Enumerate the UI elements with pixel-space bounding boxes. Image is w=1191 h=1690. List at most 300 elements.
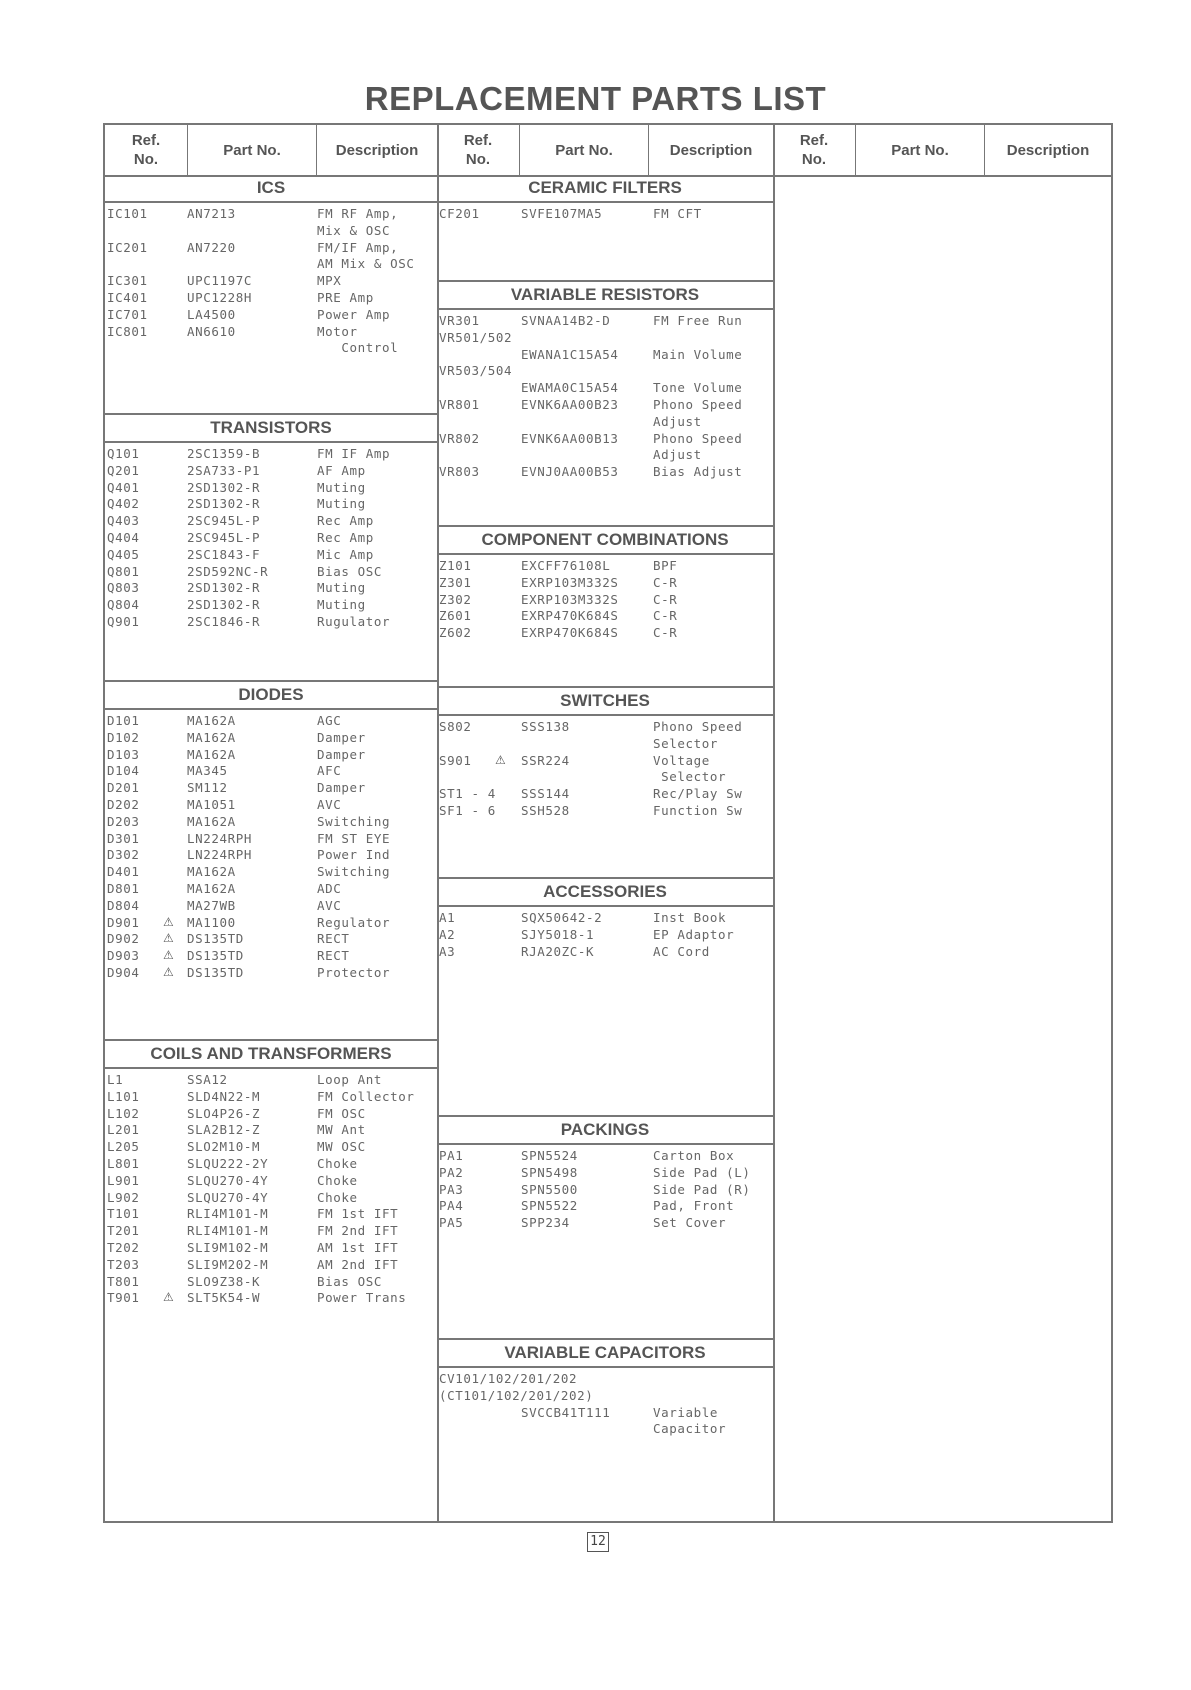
section-diodes bbox=[105, 680, 437, 982]
part-no-cell: SLQU270-4Y bbox=[187, 1189, 269, 1205]
table-row bbox=[437, 786, 773, 803]
ref-no-cell: L901 bbox=[107, 1172, 140, 1188]
column-header bbox=[437, 125, 773, 177]
part-no-cell: MA162A bbox=[187, 864, 236, 880]
safety-warning-icon: ⚠ bbox=[495, 752, 507, 767]
table-row bbox=[105, 881, 437, 898]
description-cell: Inst Book bbox=[653, 910, 727, 925]
table-row bbox=[437, 592, 773, 609]
table-row bbox=[105, 1089, 437, 1106]
table-row bbox=[105, 580, 437, 597]
description-cell: Loop Ant bbox=[317, 1072, 383, 1087]
description-cell: AM 1st IFT bbox=[317, 1239, 399, 1255]
ref-no-cell: PA4 bbox=[439, 1198, 464, 1214]
description-cell: PRE Amp bbox=[317, 289, 374, 305]
part-no-cell: SJY5018-1 bbox=[521, 926, 595, 942]
part-no-cell: SLA2B12-Z bbox=[187, 1122, 261, 1138]
description-cell: Choke bbox=[317, 1155, 358, 1171]
ref-no-cell: L101 bbox=[107, 1088, 140, 1104]
ref-no-cell: D901 bbox=[107, 914, 140, 930]
description-cell: MW Ant bbox=[317, 1122, 366, 1138]
part-no-cell: 2SC1846-R bbox=[187, 613, 261, 629]
table-row bbox=[437, 753, 773, 770]
description-cell: Power Ind bbox=[317, 847, 391, 863]
section-title: COMPONENT COMBINATIONS bbox=[437, 527, 773, 555]
ref-no-cell: D401 bbox=[107, 864, 140, 880]
description-cell: RECT bbox=[317, 931, 350, 947]
description-cell: Side Pad (R) bbox=[653, 1181, 751, 1197]
table-row bbox=[437, 558, 773, 575]
description-cell: Capacitor bbox=[653, 1421, 727, 1437]
part-no-cell: 2SD1302-R bbox=[187, 580, 261, 596]
description-cell: Selector bbox=[653, 769, 727, 785]
part-no-cell: EVNK6AA00B23 bbox=[521, 396, 619, 412]
table-row bbox=[105, 1122, 437, 1139]
table-row bbox=[105, 273, 437, 290]
ref-no-cell: Q405 bbox=[107, 546, 140, 562]
section-packings bbox=[437, 1115, 773, 1232]
description-cell: Mix & OSC bbox=[317, 222, 391, 238]
ref-no-cell: Z602 bbox=[439, 625, 472, 641]
description-cell: Switching bbox=[317, 864, 391, 880]
ref-no-cell: Q801 bbox=[107, 563, 140, 579]
table-row bbox=[437, 1371, 773, 1388]
ref-no-cell: D202 bbox=[107, 796, 140, 812]
part-no-cell: SM112 bbox=[187, 780, 228, 796]
part-no-cell: EVNJ0AA00B53 bbox=[521, 464, 619, 480]
description-cell: C-R bbox=[653, 591, 678, 607]
section-component-combinations bbox=[437, 525, 773, 642]
part-no-cell: 2SC945L-P bbox=[187, 513, 261, 529]
description-cell: Phono Speed bbox=[653, 430, 743, 446]
description-cell: Regulator bbox=[317, 914, 391, 930]
ref-no-cell: PA1 bbox=[439, 1148, 464, 1163]
ref-no-cell: A2 bbox=[439, 926, 456, 942]
part-no-cell: SPN5500 bbox=[521, 1181, 578, 1197]
description-cell: RECT bbox=[317, 948, 350, 964]
ref-no-cell: VR802 bbox=[439, 430, 480, 446]
safety-warning-icon: ⚠ bbox=[163, 914, 175, 929]
description-cell: Tone Volume bbox=[653, 380, 743, 396]
description-cell: C-R bbox=[653, 625, 678, 641]
description-cell: Muting bbox=[317, 580, 366, 596]
table-row bbox=[105, 496, 437, 513]
ref-no-cell: Q803 bbox=[107, 580, 140, 596]
section-variable-resistors bbox=[437, 280, 773, 481]
part-no-cell: SSS144 bbox=[521, 786, 570, 802]
ref-no-cell: D804 bbox=[107, 897, 140, 913]
ref-no-cell: IC201 bbox=[107, 239, 148, 255]
part-no-cell: LA4500 bbox=[187, 306, 236, 322]
table-row bbox=[105, 256, 437, 273]
ref-no-cell: L102 bbox=[107, 1105, 140, 1121]
description-cell: AVC bbox=[317, 897, 342, 913]
ref-no-cell: SF1 - 6 bbox=[439, 802, 496, 818]
description-cell: AC Cord bbox=[653, 943, 710, 959]
part-no-cell: MA345 bbox=[187, 763, 228, 779]
table-row bbox=[105, 965, 437, 982]
description-cell: C-R bbox=[653, 574, 678, 590]
ref-no-cell: T201 bbox=[107, 1223, 140, 1239]
ref-no-cell: S802 bbox=[439, 719, 472, 734]
part-no-cell: DS135TD bbox=[187, 964, 244, 980]
ref-no-cell: IC801 bbox=[107, 323, 148, 339]
part-no-cell: MA162A bbox=[187, 813, 236, 829]
table-row bbox=[437, 447, 773, 464]
ref-no-cell: D201 bbox=[107, 780, 140, 796]
table-row bbox=[437, 313, 773, 330]
table-row bbox=[437, 575, 773, 592]
part-no-cell: SPN5524 bbox=[521, 1148, 578, 1163]
ref-no-cell: D301 bbox=[107, 830, 140, 846]
section-title: VARIABLE RESISTORS bbox=[437, 282, 773, 310]
description-cell: MPX bbox=[317, 273, 342, 289]
part-no-cell: AN7220 bbox=[187, 239, 236, 255]
part-no-cell: 2SC1843-F bbox=[187, 546, 261, 562]
ref-no-cell: D801 bbox=[107, 880, 140, 896]
ref-no-cell: Z601 bbox=[439, 608, 472, 624]
table-row bbox=[105, 814, 437, 831]
table-row bbox=[105, 513, 437, 530]
section-title: TRANSISTORS bbox=[105, 415, 437, 443]
ref-no-cell: D101 bbox=[107, 713, 140, 728]
safety-warning-icon: ⚠ bbox=[163, 964, 175, 979]
safety-warning-icon: ⚠ bbox=[163, 931, 175, 946]
part-no-cell: SLI9M102-M bbox=[187, 1239, 269, 1255]
table-row bbox=[105, 931, 437, 948]
table-row bbox=[437, 803, 773, 820]
part-no-cell: MA27WB bbox=[187, 897, 236, 913]
header-part-no: Part No. bbox=[188, 125, 317, 175]
table-row bbox=[105, 307, 437, 324]
ref-no-cell: Z301 bbox=[439, 574, 472, 590]
part-no-cell: RLI4M101-M bbox=[187, 1206, 269, 1222]
ref-no-cell: S901 bbox=[439, 752, 472, 768]
ref-no-cell: A3 bbox=[439, 943, 456, 959]
table-row bbox=[105, 1072, 437, 1089]
part-no-cell: SPN5498 bbox=[521, 1164, 578, 1180]
description-cell: Damper bbox=[317, 746, 366, 762]
ref-no-cell: L801 bbox=[107, 1155, 140, 1171]
part-no-cell: 2SD1302-R bbox=[187, 479, 261, 495]
part-no-cell: AN7213 bbox=[187, 206, 236, 221]
part-no-cell: MA162A bbox=[187, 746, 236, 762]
header-part-no: Part No. bbox=[856, 125, 985, 175]
table-row bbox=[437, 736, 773, 753]
table-row bbox=[437, 769, 773, 786]
part-no-cell: LN224RPH bbox=[187, 847, 253, 863]
description-cell: Mic Amp bbox=[317, 546, 374, 562]
table-row bbox=[105, 480, 437, 497]
description-cell: Power Amp bbox=[317, 306, 391, 322]
part-no-cell: SSS138 bbox=[521, 719, 570, 734]
part-no-cell: RJA20ZC-K bbox=[521, 943, 595, 959]
description-cell: Motor bbox=[317, 323, 358, 339]
description-cell: FM 1st IFT bbox=[317, 1206, 399, 1222]
part-no-cell: EXRP103M332S bbox=[521, 591, 619, 607]
table-row bbox=[105, 547, 437, 564]
section-accessories bbox=[437, 877, 773, 960]
description-cell: Switching bbox=[317, 813, 391, 829]
description-cell: Variable bbox=[653, 1404, 719, 1420]
part-no-cell: SVFE107MA5 bbox=[521, 206, 603, 221]
description-cell: Power Trans bbox=[317, 1290, 407, 1306]
header-ref-no: Ref. No. bbox=[105, 125, 188, 175]
ref-no-cell: D103 bbox=[107, 746, 140, 762]
table-row bbox=[105, 564, 437, 581]
part-no-cell: 2SD1302-R bbox=[187, 496, 261, 512]
table-row bbox=[105, 614, 437, 631]
description-cell: ADC bbox=[317, 880, 342, 896]
part-no-cell: EXCFF76108L bbox=[521, 558, 611, 573]
table-row bbox=[105, 1240, 437, 1257]
part-no-cell: EXRP470K684S bbox=[521, 608, 619, 624]
part-no-cell: 2SD1302-R bbox=[187, 597, 261, 613]
ref-no-cell: Q201 bbox=[107, 462, 140, 478]
table-row bbox=[437, 380, 773, 397]
ref-no-cell: T901 bbox=[107, 1290, 140, 1306]
ref-no-cell: VR501/502 bbox=[439, 329, 513, 345]
ref-no-cell: Z101 bbox=[439, 558, 472, 573]
ref-no-cell: IC701 bbox=[107, 306, 148, 322]
description-cell: AFC bbox=[317, 763, 342, 779]
table-row bbox=[437, 719, 773, 736]
part-no-cell: DS135TD bbox=[187, 931, 244, 947]
description-cell: AGC bbox=[317, 713, 342, 728]
part-no-cell: 2SC945L-P bbox=[187, 529, 261, 545]
table-row bbox=[437, 927, 773, 944]
description-cell: Control bbox=[317, 340, 399, 356]
description-cell: Choke bbox=[317, 1172, 358, 1188]
page-number: 12 bbox=[587, 1532, 609, 1552]
part-no-cell: 2SC1359-B bbox=[187, 446, 261, 461]
table-row bbox=[105, 1190, 437, 1207]
part-no-cell: MA162A bbox=[187, 713, 236, 728]
table-row bbox=[105, 223, 437, 240]
ref-no-cell: Z302 bbox=[439, 591, 472, 607]
part-no-cell: EXRP470K684S bbox=[521, 625, 619, 641]
part-no-cell: DS135TD bbox=[187, 948, 244, 964]
column-2 bbox=[437, 125, 775, 1521]
part-no-cell: SLQU222-2Y bbox=[187, 1155, 269, 1171]
description-cell: Voltage bbox=[653, 752, 710, 768]
section-title: VARIABLE CAPACITORS bbox=[437, 1340, 773, 1368]
ref-no-cell: PA2 bbox=[439, 1164, 464, 1180]
part-no-cell: SPN5522 bbox=[521, 1198, 578, 1214]
ref-no-cell: D302 bbox=[107, 847, 140, 863]
description-cell: MW OSC bbox=[317, 1139, 366, 1155]
table-row bbox=[437, 1405, 773, 1422]
description-cell: Carton Box bbox=[653, 1148, 735, 1163]
ref-no-cell: D904 bbox=[107, 964, 140, 980]
ref-no-cell: IC401 bbox=[107, 289, 148, 305]
part-no-cell: MA1051 bbox=[187, 796, 236, 812]
table-row bbox=[105, 948, 437, 965]
ref-no-cell: T101 bbox=[107, 1206, 140, 1222]
ref-no-cell: Q401 bbox=[107, 479, 140, 495]
part-no-cell: SQX50642-2 bbox=[521, 910, 603, 925]
description-cell: FM 2nd IFT bbox=[317, 1223, 399, 1239]
header-description: Description bbox=[1006, 141, 1090, 159]
parts-table bbox=[103, 123, 1113, 1523]
column-3 bbox=[773, 125, 1111, 1521]
description-cell: Main Volume bbox=[653, 346, 743, 362]
section-title: ICS bbox=[105, 175, 437, 203]
table-row bbox=[105, 831, 437, 848]
description-cell: AM Mix & OSC bbox=[317, 256, 415, 272]
table-row bbox=[105, 898, 437, 915]
part-no-cell: EVNK6AA00B13 bbox=[521, 430, 619, 446]
table-row bbox=[105, 847, 437, 864]
table-row bbox=[105, 1173, 437, 1190]
description-cell: FM RF Amp, bbox=[317, 206, 399, 221]
section-title: COILS AND TRANSFORMERS bbox=[105, 1041, 437, 1069]
description-cell: FM Collector bbox=[317, 1088, 415, 1104]
part-no-cell: SLO2M10-M bbox=[187, 1139, 261, 1155]
part-no-cell: UPC1197C bbox=[187, 273, 253, 289]
part-no-cell: LN224RPH bbox=[187, 830, 253, 846]
description-cell: Bias OSC bbox=[317, 563, 383, 579]
description-cell: Side Pad (L) bbox=[653, 1164, 751, 1180]
part-no-cell: SLO4P26-Z bbox=[187, 1105, 261, 1121]
ref-no-cell: PA5 bbox=[439, 1215, 464, 1231]
header-ref-no: Ref. No. bbox=[437, 125, 520, 175]
ref-no-cell: L205 bbox=[107, 1139, 140, 1155]
description-cell: Adjust bbox=[653, 447, 702, 463]
table-row bbox=[105, 797, 437, 814]
section-ceramic-filters bbox=[437, 175, 773, 223]
header-description: Description bbox=[335, 141, 419, 159]
description-cell: FM ST EYE bbox=[317, 830, 391, 846]
table-row bbox=[105, 1274, 437, 1291]
part-no-cell: SLQU270-4Y bbox=[187, 1172, 269, 1188]
table-row bbox=[437, 397, 773, 414]
ref-no-cell: CF201 bbox=[439, 206, 480, 221]
table-row bbox=[105, 915, 437, 932]
description-cell: Muting bbox=[317, 496, 366, 512]
ref-no-cell: L902 bbox=[107, 1189, 140, 1205]
table-row bbox=[105, 763, 437, 780]
ref-no-cell: VR503/504 bbox=[439, 363, 513, 379]
header-part-no: Part No. bbox=[520, 125, 649, 175]
ref-no-cell: Q101 bbox=[107, 446, 140, 461]
ref-no-cell: D102 bbox=[107, 729, 140, 745]
ref-no-cell: D902 bbox=[107, 931, 140, 947]
table-row bbox=[437, 363, 773, 380]
description-cell: AF Amp bbox=[317, 462, 366, 478]
table-row bbox=[105, 1139, 437, 1156]
table-row bbox=[105, 1223, 437, 1240]
description-cell: FM CFT bbox=[653, 206, 702, 221]
header-ref-no: Ref. No. bbox=[773, 125, 856, 175]
table-row bbox=[437, 1421, 773, 1438]
part-no-cell: EXRP103M332S bbox=[521, 574, 619, 590]
description-cell: AM 2nd IFT bbox=[317, 1256, 399, 1272]
description-cell: FM/IF Amp, bbox=[317, 239, 399, 255]
table-row bbox=[105, 463, 437, 480]
table-row bbox=[437, 206, 773, 223]
table-row bbox=[437, 1182, 773, 1199]
table-row bbox=[105, 446, 437, 463]
ref-no-cell: T203 bbox=[107, 1256, 140, 1272]
ref-no-cell: VR801 bbox=[439, 396, 480, 412]
ref-no-cell: D104 bbox=[107, 763, 140, 779]
section-switches bbox=[437, 686, 773, 820]
ref-no-cell: (CT101/102/201/202) bbox=[439, 1387, 594, 1403]
ref-no-cell: Q402 bbox=[107, 496, 140, 512]
part-no-cell: SSA12 bbox=[187, 1072, 228, 1087]
table-row bbox=[437, 464, 773, 481]
part-no-cell: SVNAA14B2-D bbox=[521, 313, 611, 328]
table-row bbox=[105, 1257, 437, 1274]
table-row bbox=[437, 330, 773, 347]
table-row bbox=[105, 864, 437, 881]
column-header bbox=[105, 125, 437, 177]
table-row bbox=[437, 625, 773, 642]
table-row bbox=[105, 340, 437, 357]
table-row bbox=[437, 944, 773, 961]
table-row bbox=[105, 713, 437, 730]
section-title: CERAMIC FILTERS bbox=[437, 175, 773, 203]
part-no-cell: SSH528 bbox=[521, 802, 570, 818]
table-row bbox=[105, 1206, 437, 1223]
description-cell: Muting bbox=[317, 479, 366, 495]
column-header bbox=[773, 125, 1111, 177]
ref-no-cell: T801 bbox=[107, 1273, 140, 1289]
description-cell: Pad, Front bbox=[653, 1198, 735, 1214]
ref-no-cell: L201 bbox=[107, 1122, 140, 1138]
table-row bbox=[437, 1215, 773, 1232]
ref-no-cell: PA3 bbox=[439, 1181, 464, 1197]
table-row bbox=[105, 324, 437, 341]
description-cell: Rec Amp bbox=[317, 529, 374, 545]
description-cell: Damper bbox=[317, 729, 366, 745]
section-variable-capacitors bbox=[437, 1338, 773, 1438]
table-row bbox=[105, 206, 437, 223]
part-no-cell: SSR224 bbox=[521, 752, 570, 768]
table-row bbox=[437, 1165, 773, 1182]
description-cell: EP Adaptor bbox=[653, 926, 735, 942]
ref-no-cell: IC101 bbox=[107, 206, 148, 221]
section-title: SWITCHES bbox=[437, 688, 773, 716]
part-no-cell: 2SA733-P1 bbox=[187, 462, 261, 478]
description-cell: BPF bbox=[653, 558, 678, 573]
description-cell: FM IF Amp bbox=[317, 446, 391, 461]
ref-no-cell: D903 bbox=[107, 948, 140, 964]
part-no-cell: RLI4M101-M bbox=[187, 1223, 269, 1239]
ref-no-cell: L1 bbox=[107, 1072, 124, 1087]
ref-no-cell: T202 bbox=[107, 1239, 140, 1255]
table-row bbox=[105, 730, 437, 747]
description-cell: AVC bbox=[317, 796, 342, 812]
part-no-cell: SVCCB41T111 bbox=[521, 1404, 611, 1420]
table-row bbox=[437, 1388, 773, 1405]
table-row bbox=[437, 1198, 773, 1215]
part-no-cell: SLT5K54-W bbox=[187, 1290, 261, 1306]
safety-warning-icon: ⚠ bbox=[163, 948, 175, 963]
part-no-cell: EWANA1C15A54 bbox=[521, 346, 619, 362]
description-cell: FM Free Run bbox=[653, 313, 743, 328]
description-cell: Bias OSC bbox=[317, 1273, 383, 1289]
description-cell: Function Sw bbox=[653, 802, 743, 818]
description-cell: Protector bbox=[317, 964, 391, 980]
section-title: PACKINGS bbox=[437, 1117, 773, 1145]
section-transistors bbox=[105, 413, 437, 631]
table-row bbox=[437, 431, 773, 448]
description-cell: Rec Amp bbox=[317, 513, 374, 529]
part-no-cell: SLO9Z38-K bbox=[187, 1273, 261, 1289]
section-ics bbox=[105, 175, 437, 357]
